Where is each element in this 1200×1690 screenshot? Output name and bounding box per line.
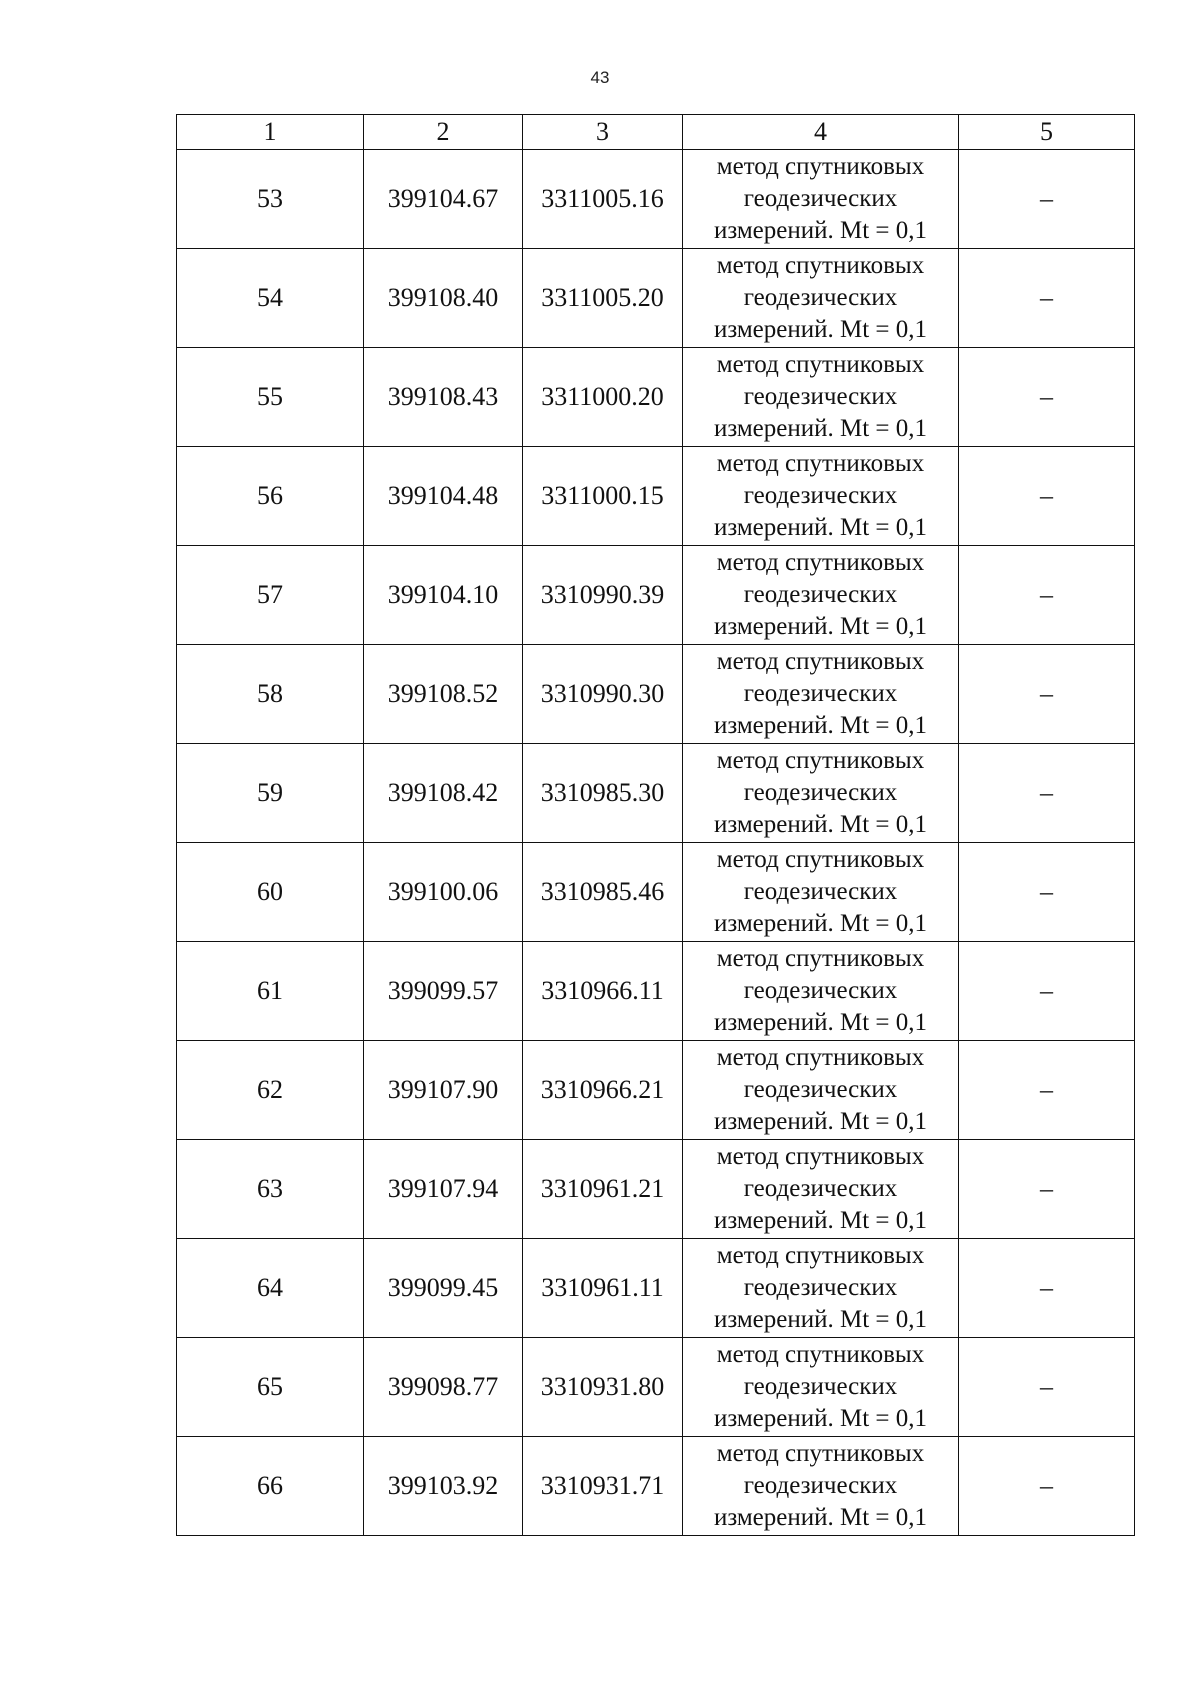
table-row (177, 348, 1135, 447)
method-line: геодезических (743, 1175, 898, 1202)
table-row (177, 1041, 1135, 1140)
note-cell: – (959, 1140, 1135, 1239)
method-line: геодезических (743, 878, 898, 905)
table-row (177, 150, 1135, 249)
method-cell (683, 1041, 959, 1140)
method-line: метод спутниковых (716, 1341, 925, 1368)
table-row (177, 546, 1135, 645)
method-cell (683, 447, 959, 546)
x-coordinate-cell: 399103.92 (364, 1437, 523, 1536)
x-coordinate-cell: 399104.67 (364, 150, 523, 249)
x-coordinate-cell: 399104.48 (364, 447, 523, 546)
point-number-cell: 57 (177, 546, 364, 645)
point-number-cell: 60 (177, 843, 364, 942)
method-line: метод спутниковых (716, 549, 925, 576)
page-number: 43 (590, 68, 610, 87)
x-coordinate-cell: 399108.40 (364, 249, 523, 348)
method-line: измерений. Mt = 0,1 (713, 316, 928, 343)
table-row (177, 1338, 1135, 1437)
method-line: метод спутниковых (716, 945, 925, 972)
method-line: геодезических (743, 1472, 898, 1499)
table-row (177, 447, 1135, 546)
method-line: измерений. Mt = 0,1 (713, 1009, 928, 1036)
method-cell (683, 1437, 959, 1536)
method-line: метод спутниковых (716, 252, 925, 279)
point-number-cell: 61 (177, 942, 364, 1041)
note-cell: – (959, 249, 1135, 348)
method-line: измерений. Mt = 0,1 (713, 1306, 928, 1333)
method-line: метод спутниковых (716, 846, 925, 873)
method-line: измерений. Mt = 0,1 (713, 415, 928, 442)
method-line: метод спутниковых (716, 1242, 925, 1269)
point-number-cell: 66 (177, 1437, 364, 1536)
y-coordinate-cell: 3311000.20 (523, 348, 683, 447)
method-line: метод спутниковых (716, 153, 925, 180)
note-cell: – (959, 843, 1135, 942)
note-cell: – (959, 150, 1135, 249)
table-header (177, 115, 1135, 150)
x-coordinate-cell: 399098.77 (364, 1338, 523, 1437)
method-line: геодезических (743, 284, 898, 311)
point-number-cell: 58 (177, 645, 364, 744)
method-cell (683, 249, 959, 348)
y-coordinate-cell: 3310990.39 (523, 546, 683, 645)
method-cell (683, 843, 959, 942)
method-line: метод спутниковых (716, 1440, 925, 1467)
coordinates-table-container (176, 114, 1134, 1536)
method-line: метод спутниковых (716, 1044, 925, 1071)
note-cell: – (959, 546, 1135, 645)
method-line: метод спутниковых (716, 450, 925, 477)
table-row (177, 249, 1135, 348)
method-cell (683, 150, 959, 249)
point-number-cell: 62 (177, 1041, 364, 1140)
method-line: геодезических (743, 977, 898, 1004)
method-line: метод спутниковых (716, 648, 925, 675)
method-line: измерений. Mt = 0,1 (713, 910, 928, 937)
method-line: измерений. Mt = 0,1 (713, 1405, 928, 1432)
method-line: геодезических (743, 581, 898, 608)
y-coordinate-cell: 3311000.15 (523, 447, 683, 546)
point-number-cell: 63 (177, 1140, 364, 1239)
header-cell-1: 1 (177, 115, 364, 150)
header-cell-3: 3 (523, 115, 683, 150)
table-row (177, 1239, 1135, 1338)
method-cell (683, 546, 959, 645)
note-cell: – (959, 645, 1135, 744)
point-number-cell: 53 (177, 150, 364, 249)
y-coordinate-cell: 3310931.80 (523, 1338, 683, 1437)
method-line: измерений. Mt = 0,1 (713, 712, 928, 739)
header-cell-4: 4 (683, 115, 959, 150)
method-line: геодезических (743, 680, 898, 707)
method-line: геодезических (743, 1373, 898, 1400)
y-coordinate-cell: 3310985.30 (523, 744, 683, 843)
method-line: измерений. Mt = 0,1 (713, 1504, 928, 1531)
point-number-cell: 54 (177, 249, 364, 348)
y-coordinate-cell: 3310990.30 (523, 645, 683, 744)
method-line: измерений. Mt = 0,1 (713, 217, 928, 244)
y-coordinate-cell: 3311005.16 (523, 150, 683, 249)
table-body (177, 150, 1135, 1536)
method-line: геодезических (743, 482, 898, 509)
note-cell: – (959, 1437, 1135, 1536)
table-row (177, 744, 1135, 843)
method-line: геодезических (743, 185, 898, 212)
method-line: измерений. Mt = 0,1 (713, 1108, 928, 1135)
point-number-cell: 56 (177, 447, 364, 546)
note-cell: – (959, 744, 1135, 843)
point-number-cell: 64 (177, 1239, 364, 1338)
table-row (177, 645, 1135, 744)
y-coordinate-cell: 3310985.46 (523, 843, 683, 942)
point-number-cell: 65 (177, 1338, 364, 1437)
x-coordinate-cell: 399099.57 (364, 942, 523, 1041)
method-cell (683, 1338, 959, 1437)
header-cell-2: 2 (364, 115, 523, 150)
note-cell: – (959, 447, 1135, 546)
method-cell (683, 942, 959, 1041)
y-coordinate-cell: 3310961.11 (523, 1239, 683, 1338)
x-coordinate-cell: 399100.06 (364, 843, 523, 942)
method-line: геодезических (743, 383, 898, 410)
method-cell (683, 1140, 959, 1239)
x-coordinate-cell: 399104.10 (364, 546, 523, 645)
x-coordinate-cell: 399108.43 (364, 348, 523, 447)
note-cell: – (959, 348, 1135, 447)
coordinates-table (176, 114, 1135, 1536)
table-row (177, 1437, 1135, 1536)
y-coordinate-cell: 3310961.21 (523, 1140, 683, 1239)
method-line: метод спутниковых (716, 747, 925, 774)
note-cell: – (959, 1239, 1135, 1338)
method-line: геодезических (743, 1076, 898, 1103)
table-row (177, 1140, 1135, 1239)
note-cell: – (959, 1041, 1135, 1140)
y-coordinate-cell: 3310931.71 (523, 1437, 683, 1536)
point-number-cell: 59 (177, 744, 364, 843)
method-line: метод спутниковых (716, 351, 925, 378)
table-row (177, 942, 1135, 1041)
x-coordinate-cell: 399107.94 (364, 1140, 523, 1239)
method-line: измерений. Mt = 0,1 (713, 514, 928, 541)
method-cell (683, 348, 959, 447)
note-cell: – (959, 1338, 1135, 1437)
y-coordinate-cell: 3310966.21 (523, 1041, 683, 1140)
x-coordinate-cell: 399108.42 (364, 744, 523, 843)
method-cell (683, 1239, 959, 1338)
method-line: измерений. Mt = 0,1 (713, 1207, 928, 1234)
method-cell (683, 744, 959, 843)
header-row (177, 115, 1135, 150)
header-cell-5: 5 (959, 115, 1135, 150)
note-cell: – (959, 942, 1135, 1041)
method-line: геодезических (743, 1274, 898, 1301)
method-line: измерений. Mt = 0,1 (713, 811, 928, 838)
y-coordinate-cell: 3310966.11 (523, 942, 683, 1041)
method-line: измерений. Mt = 0,1 (713, 613, 928, 640)
x-coordinate-cell: 399107.90 (364, 1041, 523, 1140)
x-coordinate-cell: 399108.52 (364, 645, 523, 744)
method-line: метод спутниковых (716, 1143, 925, 1170)
method-line: геодезических (743, 779, 898, 806)
x-coordinate-cell: 399099.45 (364, 1239, 523, 1338)
point-number-cell: 55 (177, 348, 364, 447)
y-coordinate-cell: 3311005.20 (523, 249, 683, 348)
table-row (177, 843, 1135, 942)
method-cell (683, 645, 959, 744)
